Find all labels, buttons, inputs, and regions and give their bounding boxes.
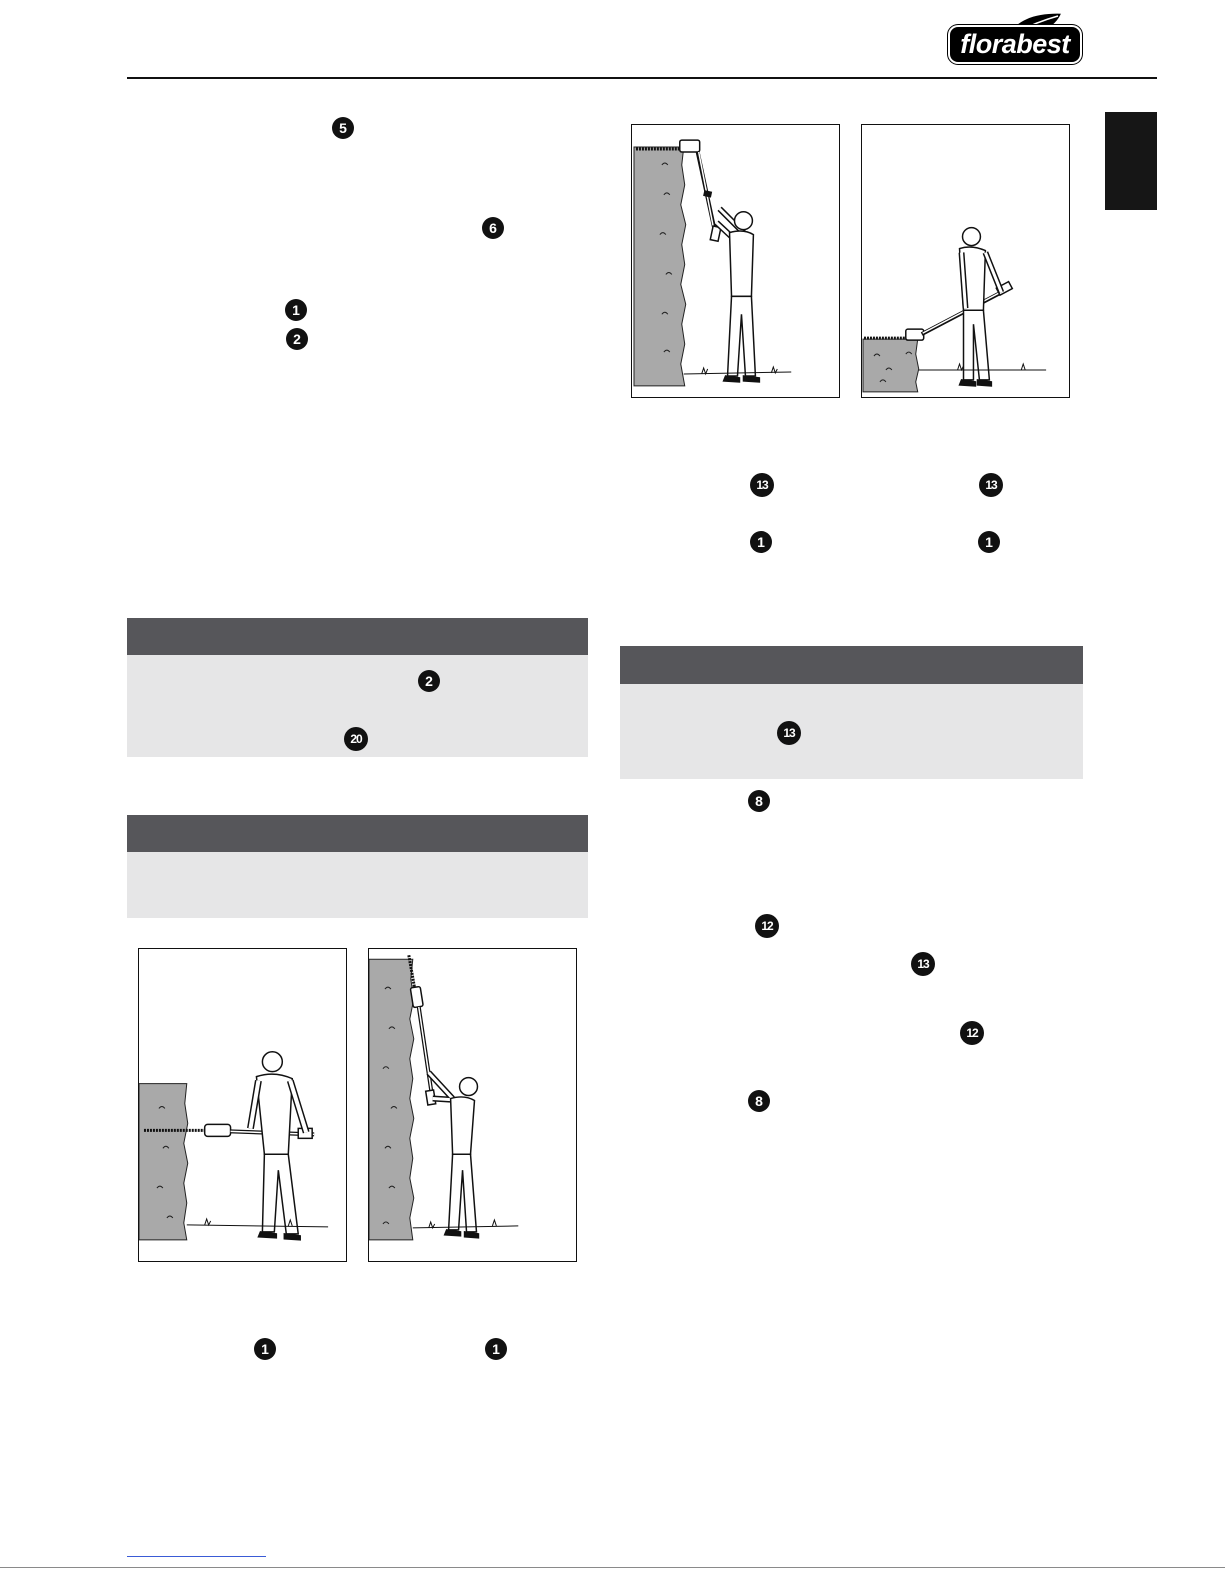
callout-marker: 8 — [748, 790, 770, 812]
callout-marker: 1 — [285, 299, 307, 321]
hedge — [369, 959, 414, 1240]
hedge — [863, 339, 919, 392]
language-tab — [1105, 112, 1157, 210]
notice-box-2 — [127, 815, 588, 918]
callout-marker: 1 — [750, 531, 772, 553]
callout-marker: 2 — [286, 328, 308, 350]
callout-marker: 12 — [755, 914, 779, 938]
callout-marker: 1 — [254, 1338, 276, 1360]
brand-logo-text: florabest — [960, 29, 1070, 59]
callout-marker: 12 — [960, 1021, 984, 1045]
callout-marker: 13 — [750, 473, 774, 497]
notice-box-body — [127, 852, 588, 918]
notice-box-header — [127, 618, 588, 655]
footer-rule — [0, 1567, 1225, 1568]
hedge-trimmer — [409, 955, 436, 1105]
hedge — [139, 1084, 188, 1240]
callout-marker: 1 — [978, 531, 1000, 553]
person — [429, 1073, 479, 1238]
notice-box-body — [620, 684, 1083, 779]
callout-marker: 1 — [485, 1338, 507, 1360]
person — [250, 1052, 306, 1240]
callout-marker: 20 — [344, 727, 368, 751]
person-trimming-hedge-side-icon — [138, 948, 347, 1262]
person-trimming-hedge-top-icon — [631, 124, 840, 398]
person — [717, 209, 760, 382]
callout-marker: 13 — [777, 721, 801, 745]
ground-line — [187, 1219, 328, 1227]
callout-marker: 8 — [748, 1090, 770, 1112]
callout-marker: 6 — [482, 217, 504, 239]
person-trimming-tall-hedge-icon — [368, 948, 577, 1262]
person-trimming-low-hedge-icon — [861, 124, 1070, 398]
hedge-trimmer — [864, 282, 1012, 341]
callout-marker: 13 — [979, 473, 1003, 497]
callout-marker: 2 — [418, 670, 440, 692]
footer-link-underline — [127, 1556, 266, 1557]
notice-box-header — [620, 646, 1083, 684]
header-rule — [127, 77, 1157, 79]
callout-marker: 13 — [911, 952, 935, 976]
brand-logo — [950, 27, 1080, 62]
callout-marker: 5 — [332, 117, 354, 139]
notice-box-header — [127, 815, 588, 852]
person — [960, 228, 1002, 386]
notice-box-3 — [620, 646, 1083, 779]
hedge — [634, 147, 686, 386]
